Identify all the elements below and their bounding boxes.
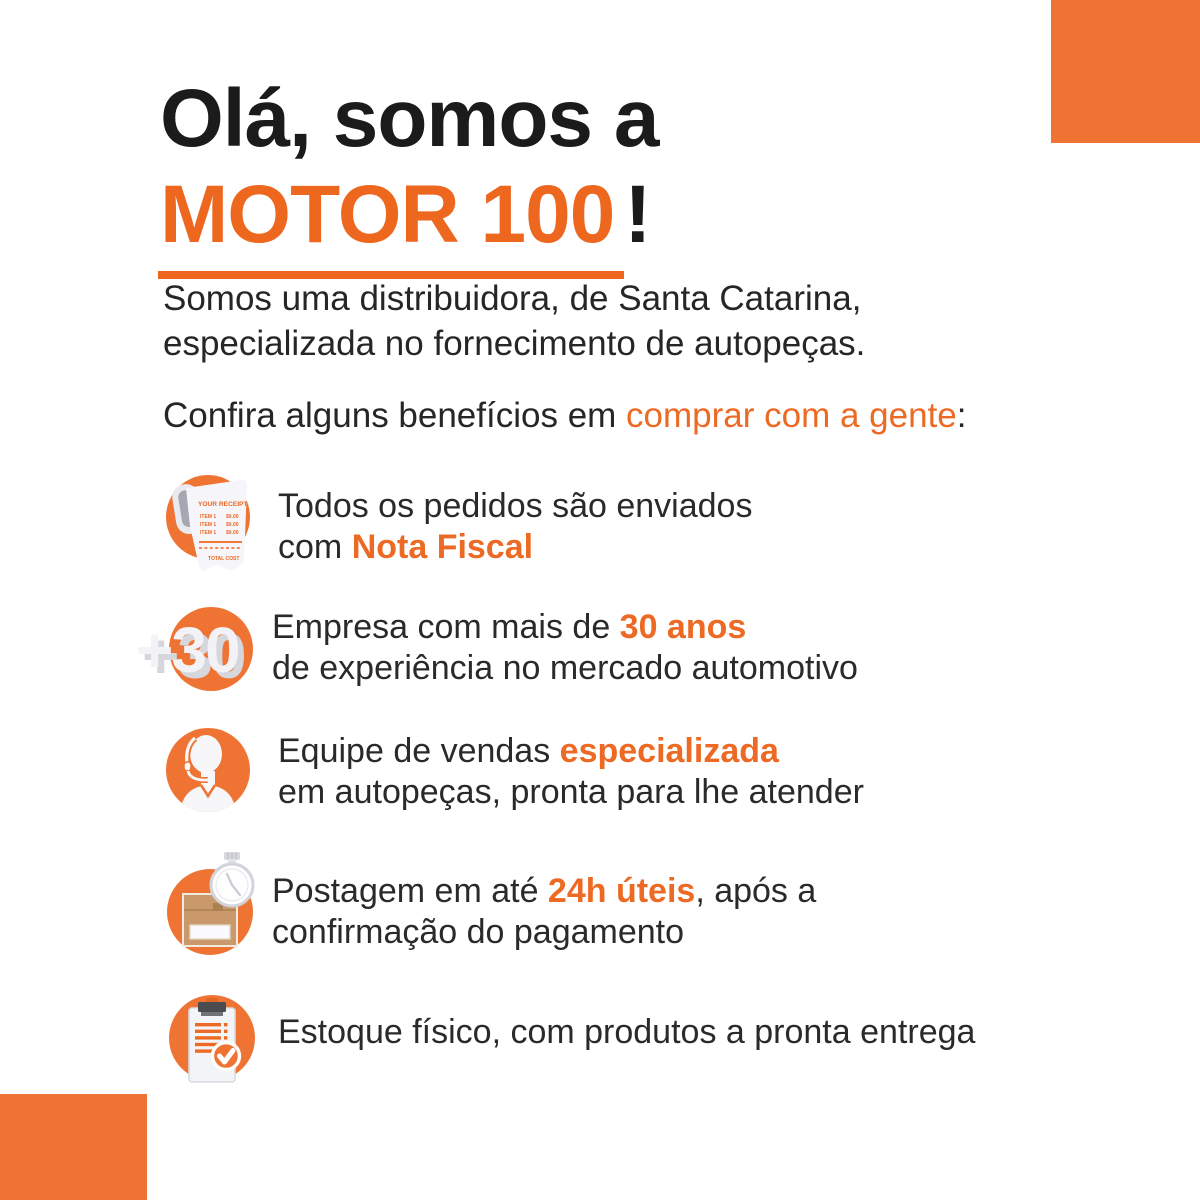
benefit-text: confirmação do pagamento xyxy=(272,913,685,951)
brand-name: MOTOR 100 xyxy=(158,168,624,279)
lead-colon: : xyxy=(956,396,967,435)
intro-text xyxy=(163,276,865,366)
benefits-lead xyxy=(163,393,967,438)
benefit-item-nota-fiscal xyxy=(278,486,1078,568)
benefit-text: , após a xyxy=(695,872,817,910)
receipt-total-text: TOTAL COST xyxy=(208,556,240,562)
lead-highlight: comprar com a gente xyxy=(626,396,957,435)
benefit-text: Todos os pedidos são enviados xyxy=(278,487,753,525)
receipt-item-2: ITEM 1 xyxy=(200,522,217,528)
receipt-price-2: $0.00 xyxy=(226,522,239,528)
receipt-icon xyxy=(162,472,254,584)
page-title xyxy=(160,72,658,279)
benefit-text: com xyxy=(278,528,352,566)
benefit-highlight: especializada xyxy=(559,732,779,770)
receipt-title-text: YOUR RECEIPT xyxy=(198,501,248,508)
benefit-highlight: Nota Fiscal xyxy=(351,528,534,566)
plus-30-label: +30 xyxy=(136,614,239,686)
benefit-text: Equipe de vendas xyxy=(278,732,560,770)
receipt-price-1: $0.00 xyxy=(226,514,239,520)
title-greeting: Olá, somos a xyxy=(160,73,659,164)
receipt-item-1: ITEM 1 xyxy=(200,514,217,520)
benefit-text: de experiência no mercado automotivo xyxy=(272,649,858,687)
intro-line-1: Somos uma distribuidora, de Santa Catarina, xyxy=(163,279,862,318)
shipping-stopwatch-icon xyxy=(158,846,264,958)
receipt-price-3: $0.00 xyxy=(226,530,239,536)
benefit-highlight: 30 anos xyxy=(619,608,747,646)
corner-square-bottom-left xyxy=(0,1094,147,1200)
benefit-item-estoque xyxy=(278,1012,1078,1053)
clipboard-check-icon xyxy=(166,990,258,1092)
benefit-item-postagem xyxy=(272,871,1072,953)
benefit-highlight: 24h úteis xyxy=(547,872,696,910)
benefit-text: Estoque físico, com produtos a pronta entrega xyxy=(278,1013,976,1051)
corner-square-top-right xyxy=(1051,0,1200,143)
benefit-text: em autopeças, pronta para lhe atender xyxy=(278,773,864,811)
intro-line-2: especializada no fornecimento de autopeças. xyxy=(163,324,866,363)
benefit-text: Empresa com mais de xyxy=(272,608,620,646)
benefit-text: Postagem em até xyxy=(272,872,548,910)
plus-30-icon xyxy=(136,603,266,698)
benefit-item-equipe xyxy=(278,731,1078,813)
support-agent-icon xyxy=(164,726,252,814)
title-brand-line xyxy=(160,168,658,279)
lead-pre: Confira alguns benefícios em xyxy=(163,396,627,435)
benefit-item-30-anos xyxy=(272,607,1072,689)
receipt-item-3: ITEM 1 xyxy=(200,530,217,536)
title-exclamation: ! xyxy=(624,169,651,260)
